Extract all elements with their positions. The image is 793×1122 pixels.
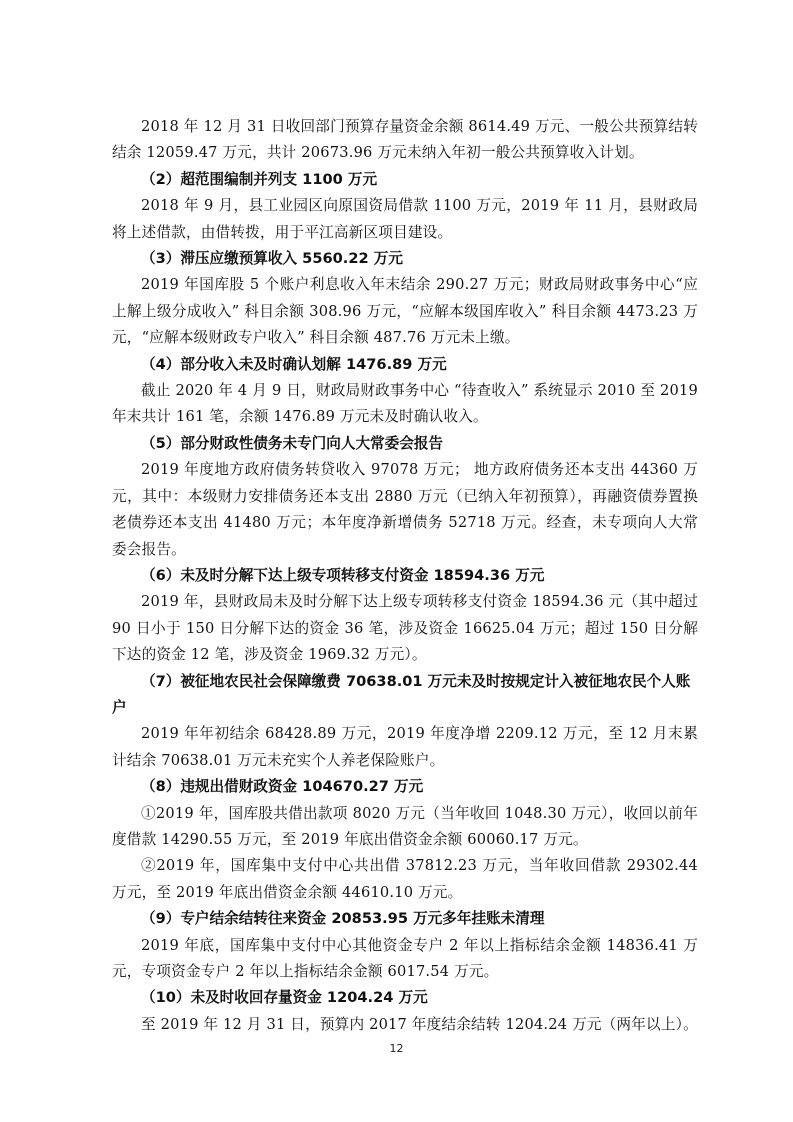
paragraph-4: 截止 2020 年 4 月 9 日，财政局财政事务中心 “待查收入” 系统显示 2010 至 2019 年末共计 161 笔，余额 1476.89 万元未及时确认收入。 [112,382,698,426]
paragraph-10: 至 2019 年 12 月 31 日，预算内 2017 年度结余结转 1204.24 万元（两年以上）。 [141,1015,698,1033]
heading-6: （6）未及时分解下达上级专项转移支付资金 18594.36 万元 [141,566,545,584]
paragraph-7: 2019 年年初结余 68428.89 万元，2019 年度净增 2209.12 万元，至 12 月末累计结余 70638.01 万元未充实个人养老保险账户。 [112,725,698,769]
heading-7: （7）被征地农民社会保障缴费 70638.01 万元未及时按规定计入被征地农民个人账户 [112,672,691,716]
heading-8: （8）违规出借财政资金 104670.27 万元 [141,778,424,796]
heading-2: （2）超范围编制并列支 1100 万元 [141,170,378,188]
heading-10: （10）未及时收回存量资金 1204.24 万元 [141,989,428,1007]
page-number: 12 [389,1042,404,1055]
paragraph-1: 2018 年 12 月 31 日收回部门预算存量资金余额 8614.49 万元、一般公共预算结转结余 12059.47 万元，共计 20673.96 万元未纳入年初一般公共预算收入计划。 [112,118,698,162]
paragraph-9: 2019 年底，国库集中支付中心其他资金专户 2 年以上指标结余金额 14836.41 万元，专项资金专户 2 年以上指标结余金额 6017.54 万元。 [112,936,698,980]
heading-9: （9）专户结余结转往来资金 20853.95 万元多年挂账未清理 [141,910,545,928]
paragraph-2: 2018 年 9 月，县工业园区向原国资局借款 1100 万元，2019 年 11 月，县财政局将上述借款，由借转拨，用于平江高新区项目建设。 [112,197,698,241]
paragraph-5: 2019 年度地方政府债务转贷收入 97078 万元； 地方政府债务还本支出 44360 万元，其中：本级财力安排债务还本支出 2880 万元（已纳入年初预算），再融资债券置换老债券还本支出 41480 万元；本年度净新增债务 52718 万元。经查，未专项向人大常委会报告。 [112,461,698,558]
paragraph-6: 2019 年，县财政局未及时分解下达上级专项转移支付资金 18594.36 元（其中超过 90 日小于 150 日分解下达的资金 36 笔，涉及资金 16625.04 万元；超过 150 日分解下达的资金 12 笔，涉及资金 1969.32 万元）。 [112,593,698,664]
heading-3: （3）滞压应缴预算收入 5560.22 万元 [141,250,403,268]
heading-4: （4）部分收入未及时确认划解 1476.89 万元 [141,355,447,373]
paragraph-8b: ②2019 年，国库集中支付中心共出借 37812.23 万元，当年收回借款 29302.44 万元，至 2019 年底出借资金余额 44610.10 万元。 [112,857,698,901]
body-text [112,114,698,1038]
paragraph-8a: ①2019 年，国库股共借出款项 8020 万元（当年收回 1048.30 万元），收回以前年度借款 14290.55 万元，至 2019 年底出借资金余额 60060.17 万元。 [112,804,698,848]
heading-5: （5）部分财政性债务未专门向人大常委会报告 [141,434,444,452]
paragraph-3: 2019 年国库股 5 个账户利息收入年末结余 290.27 万元；财政局财政事务中心“应上解上级分成收入” 科目余额 308.96 万元，“应解本级国库收入” 科目余额 4473.23 万元，“应解本级财政专户收入” 科目余额 487.76 万元未上缴。 [112,276,698,347]
